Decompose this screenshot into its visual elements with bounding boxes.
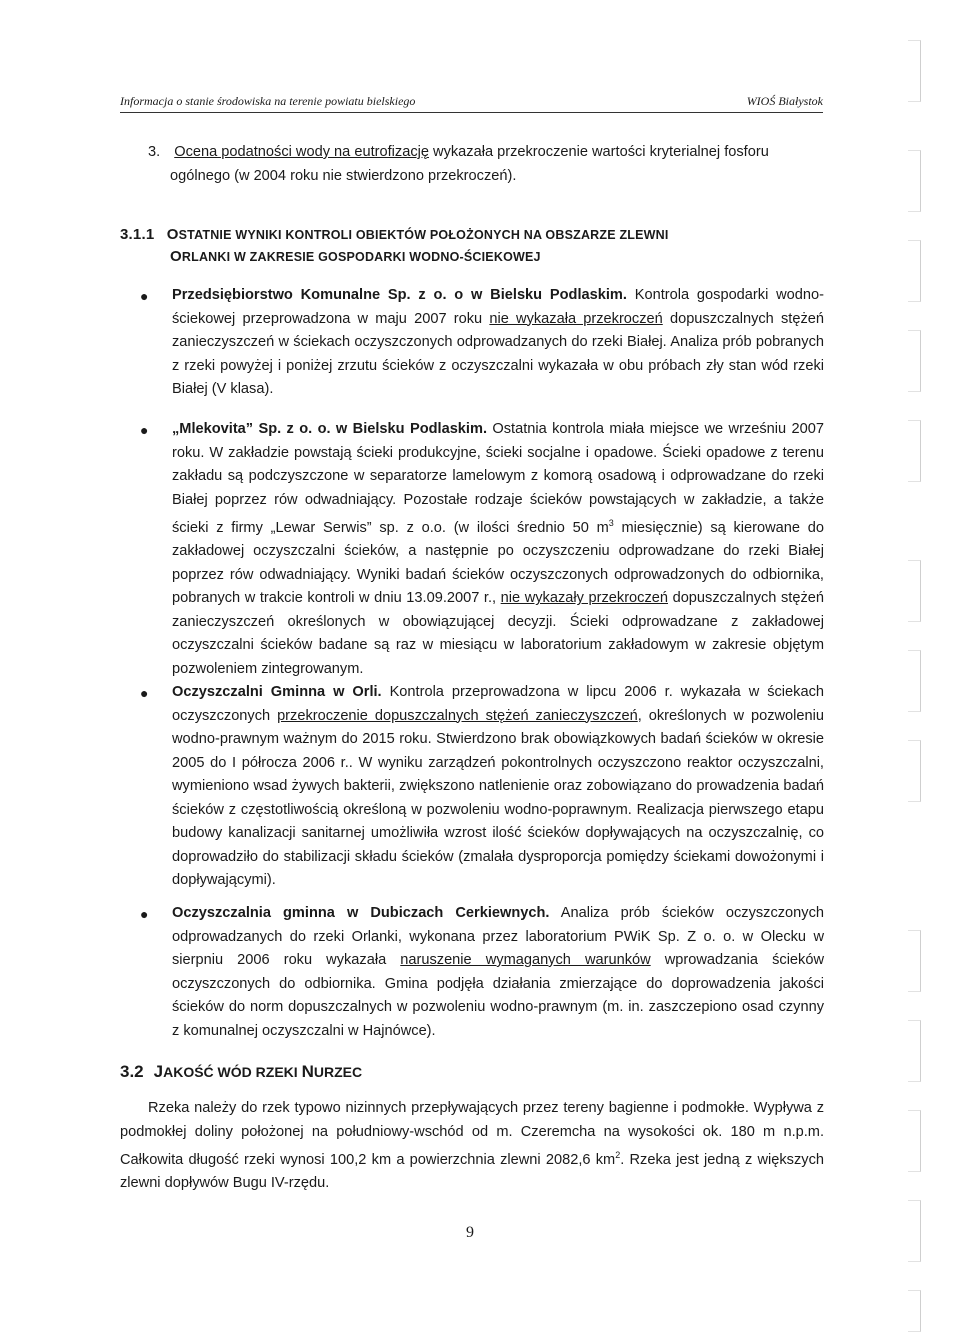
header-title: Informacja o stanie środowiska na terenie powiatu bielskiego bbox=[120, 94, 416, 108]
header-institution: WIOŚ Białystok bbox=[746, 94, 823, 108]
paragraph-pk-bielsk bbox=[172, 284, 824, 402]
page-edge-mark bbox=[908, 1110, 921, 1172]
text-segment: wprowadzania ścieków oczyszczonych do odbiornika. Gmina podjęła działania zmierzające do doprowadzenia jakości ścieków do norm dopuszczalnych w pozwoleniu wodno-prawnym (m. in. zaszczepiono osad czynny z komunalnej oczyszczalni w Hajnówce). bbox=[172, 952, 825, 1039]
heading-part: N bbox=[301, 1062, 314, 1081]
section-3-1-1-heading bbox=[120, 224, 830, 268]
page-edge-mark bbox=[908, 1290, 921, 1332]
item-3-text: wykazała przekroczenie wartości kryterialnej fosforu bbox=[428, 144, 769, 160]
page-edge-mark bbox=[908, 1200, 921, 1262]
underlined-finding: naruszenie wymaganych warunków bbox=[400, 952, 651, 968]
page-edge-mark bbox=[908, 930, 921, 992]
page-edge-mark bbox=[908, 150, 921, 212]
text-segment: Ostatnia kontrola miała miejsce we wrześniu 2007 roku. W zakładzie powstają ścieki produkcyjne, ścieki socjalne i opadowe. Ścieki opadowe z terenu zakładu są podczyszczone w separatorze lamelowym z komorą osadową i odprowadzane do rzeki Białej poprzez rów odwadniający. Pozostałe rodzaje ścieków powstających w zakładzie, a także ścieki z firmy „Lewar Serwis” sp. z o.o. (w ilości średnio 50 m bbox=[172, 421, 824, 536]
section-number: 3.1.1 bbox=[120, 226, 155, 243]
bullet-2: ● bbox=[140, 422, 149, 438]
entity-name-dubicze: Oczyszczalnia gminna w Dubiczach Cerkiewnych. bbox=[172, 905, 550, 921]
text-segment: . Rzeka jest jedną z większych zlewni dopływów Bugu IV-rzędu. bbox=[120, 1151, 824, 1192]
text-segment: , określonych w pozwoleniu wodno-prawnym ważnym do 2015 roku. Stwierdzono brak obowiązkowych badań ścieków w okresie 2005 do I półrocza 2006 r.. W wyniku zarządzeń pokontrolnych oczyszczono reaktor oczyszczalni, wymieniono wsad żywych bakterii, zwiększono natlenienie oraz zobowiązano do prowadzenia badań ścieków z częstotliwością określoną w pozwoleniu wodno-poprawnym. Realizacja pierwszego etapu budowy kanalizacji sanitarnej umożliwiła wzrost ilość ścieków dopływających na oczyszczalnię, co doprowadziło do stabilizacji składu ścieków (zmalała dysproporcja pomiędzy ściekami dowożonymi i dopływającymi). bbox=[172, 707, 824, 888]
text-segment: Analiza prób ścieków oczyszczonych odprowadzanych do rzeki Orlanki, wykonana przez laboratorium PWiK Sp. Z o. o. w Olecku w sierpniu 2006 roku wykazała bbox=[172, 905, 824, 968]
item-3-number: 3. bbox=[148, 144, 161, 160]
item-3-paragraph bbox=[148, 141, 828, 188]
underlined-finding: przekroczenie dopuszczalnych stężeń zanieczyszczeń bbox=[277, 707, 638, 724]
text-segment: miesięcznie) są kierowane do zakładowej oczyszczalni ścieków, a następnie po oczyszczeniu odprowadzane do rzeki Białej poprzez rów odwadniający. Wyniki badań ścieków oczyszczonych odprowadzonych do odbiornika, pobranych w trakcie kontroli w dniu 13.09.2007 r., bbox=[172, 519, 824, 607]
page-edge-mark bbox=[908, 330, 921, 392]
section-title-initial-2: O bbox=[170, 248, 182, 265]
heading-part: AKOŚĆ WÓD RZEKI bbox=[163, 1064, 302, 1080]
page-edge-mark bbox=[908, 240, 921, 302]
bullet-3: ● bbox=[140, 685, 149, 701]
superscript: 2 bbox=[615, 1150, 621, 1160]
item-3-line2: ogólnego (w 2004 roku nie stwierdzono przekroczeń). bbox=[170, 167, 517, 184]
page-edge-mark bbox=[908, 420, 921, 482]
paragraph-dubicze bbox=[172, 902, 824, 1043]
page-edge-mark bbox=[908, 40, 921, 102]
section-number: 3.2 bbox=[120, 1062, 144, 1081]
heading-part: URZEC bbox=[313, 1064, 363, 1080]
text-segment: dopuszczalnych stężeń zanieczyszczeń w ściekach oczyszczonych odprowadzanych do rzeki Białej. Analiza prób pobranych z rzeki powyżej i poniżej zrzutu ścieków z oczyszczalni wykazała w obu próbach zły stan wód rzeki Białej (V klasa). bbox=[172, 310, 824, 397]
page-edge-mark bbox=[908, 1020, 921, 1082]
paragraph-orla bbox=[172, 681, 824, 893]
underlined-finding: nie wykazała przekroczeń bbox=[489, 310, 663, 327]
bullet-1: ● bbox=[140, 288, 149, 304]
text-segment: dopuszczalnych stężeń zanieczyszczeń określonych w obowiązującej decyzji. Ścieki odprowadzane z zakładowej oczyszczalni ścieków badane są raz w miesiącu w laboratorium zakładowym w zakresie objętym pozwoleniem zintegrowanym. bbox=[172, 590, 824, 677]
page-edge-mark bbox=[908, 650, 921, 712]
paragraph-mlekovita bbox=[172, 418, 824, 681]
paragraph-nurzec bbox=[120, 1097, 824, 1196]
running-header bbox=[120, 94, 823, 113]
page-edge-mark bbox=[908, 560, 921, 622]
text-segment: Rzeka należy do rzek typowo nizinnych przepływających przez tereny bagienne i podmokłe. Wypływa z podmokłej doliny położonej na południowy-wschód od m. Czeremcha na wysokości ok. 180 m n.p.m. Całkowita długość rzeki wynosi 100,2 km a powierzchnia zlewni 2082,6 km bbox=[120, 1100, 824, 1168]
bullet-4: ● bbox=[140, 906, 149, 922]
page-number: 9 bbox=[466, 1224, 474, 1241]
text-segment: Kontrola gospodarki wodno-ściekowej przeprowadzona w maju 2007 roku bbox=[172, 287, 824, 327]
section-title-line1: STATNIE WYNIKI KONTROLI OBIEKTÓW POŁOŻONYCH NA OBSZARZE ZLEWNI bbox=[178, 228, 669, 242]
section-title-line2: RLANKI W ZAKRESIE GOSPODARKI WODNO-ŚCIEKOWEJ bbox=[181, 250, 541, 264]
superscript: 3 bbox=[608, 518, 614, 528]
eutrophication-link[interactable]: Ocena podatności wody na eutrofizację bbox=[174, 144, 429, 160]
entity-name-mlekovita: „Mlekovita” Sp. z o. o. w Bielsku Podlaskim. bbox=[172, 421, 488, 437]
entity-name-pk: Przedsiębiorstwo Komunalne Sp. z o. o w Bielsku Podlaskim. bbox=[172, 287, 627, 303]
underlined-finding: nie wykazały przekroczeń bbox=[500, 590, 668, 607]
section-title-initial: O bbox=[166, 226, 179, 243]
heading-part: J bbox=[153, 1062, 164, 1081]
entity-name-orla: Oczyszczalni Gminna w Orli. bbox=[172, 684, 382, 700]
section-3-2-heading bbox=[120, 1062, 362, 1082]
page-edge-mark bbox=[908, 740, 921, 802]
text-segment: Kontrola przeprowadzona w lipcu 2006 r. wykazała w ściekach oczyszczonych bbox=[172, 684, 824, 724]
